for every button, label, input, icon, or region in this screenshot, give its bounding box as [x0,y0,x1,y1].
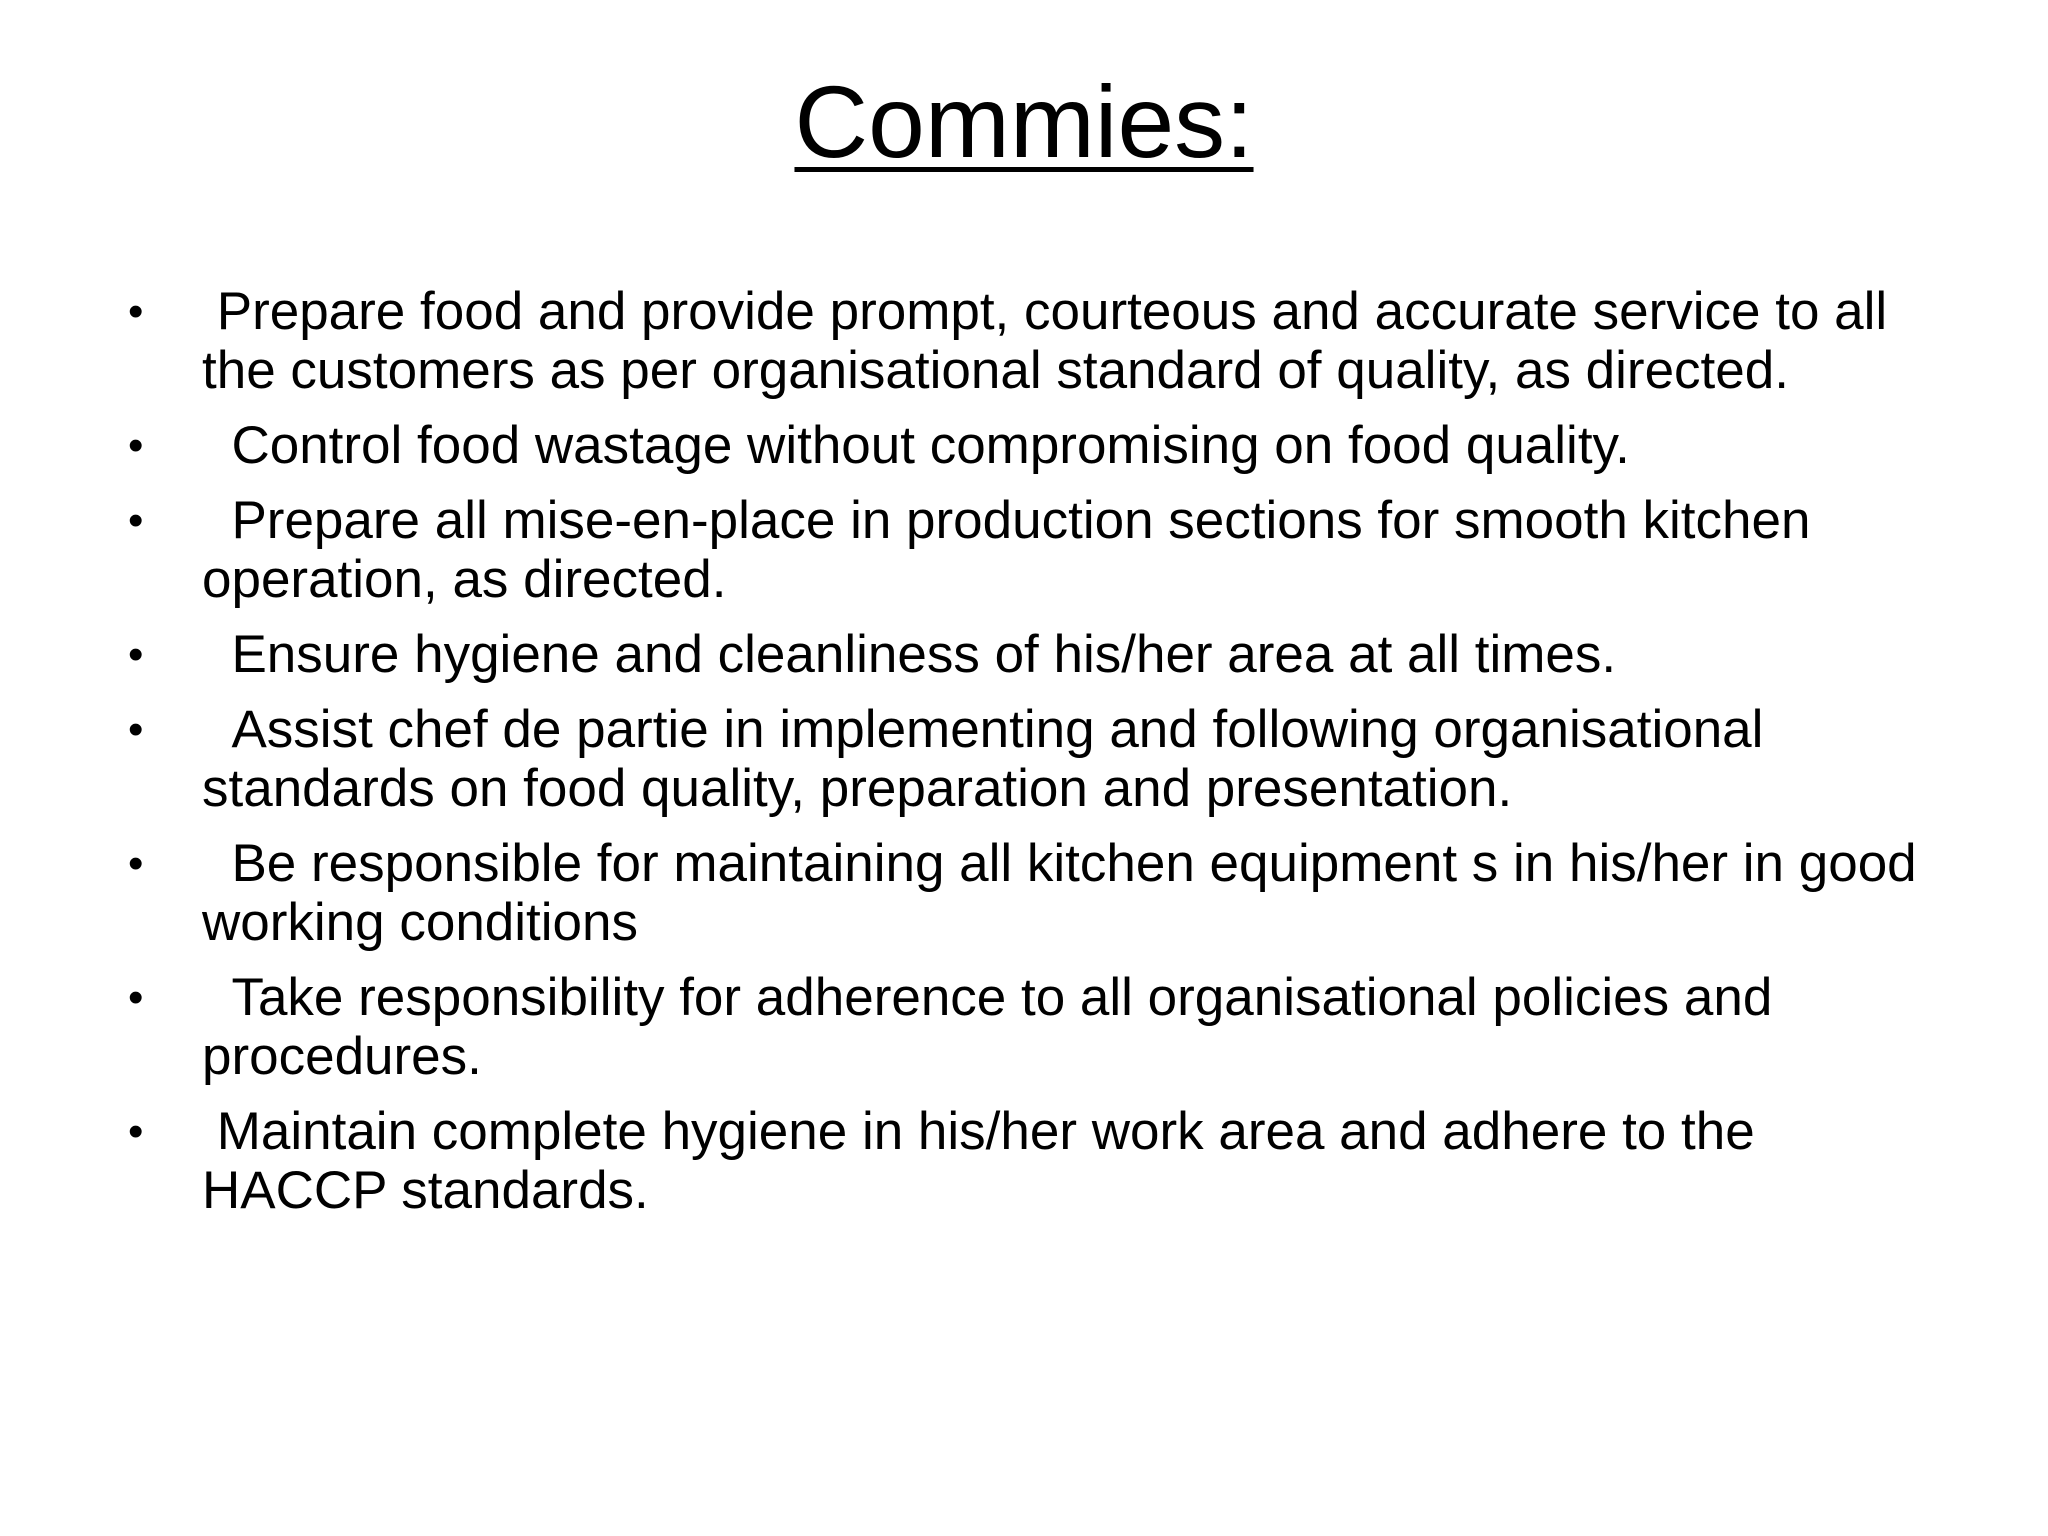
bullet-text: Control food wastage without compromising on food quality. [202,416,1630,475]
bullet-text: Ensure hygiene and cleanliness of his/her area at all times. [202,625,1617,684]
bullet-icon: • [128,839,144,888]
bullet-icon: • [128,705,144,754]
bullet-icon: • [128,287,144,336]
list-item [120,416,1950,475]
bullet-icon: • [128,630,144,679]
list-item [120,625,1950,684]
bullet-text: Assist chef de partie in implementing and following organisational standards on food quality, preparation and presentation. [202,700,1779,818]
list-item [120,700,1950,818]
list-item [120,282,1950,400]
bullet-icon: • [128,496,144,545]
slide-title-text: Commies: [794,65,1254,179]
bullet-list [120,282,1950,1236]
list-item [120,491,1950,609]
bullet-text: Maintain complete hygiene in his/her work area and adhere to the HACCP standards. [202,1102,1770,1220]
slide-title [0,62,2048,182]
bullet-text: Prepare all mise-en-place in production sections for smooth kitchen operation, as directed. [202,491,1826,609]
list-item [120,1102,1950,1220]
bullet-text: Prepare food and provide prompt, courteous and accurate service to all the customers as per organisational standard of quality, as directed. [202,282,1902,400]
list-item [120,968,1950,1086]
bullet-icon: • [128,1107,144,1156]
bullet-text: Be responsible for maintaining all kitchen equipment s in his/her in good working conditions [202,834,1932,952]
bullet-text: Take responsibility for adherence to all organisational policies and procedures. [202,968,1788,1086]
bullet-icon: • [128,421,144,470]
bullet-icon: • [128,973,144,1022]
list-item [120,834,1950,952]
